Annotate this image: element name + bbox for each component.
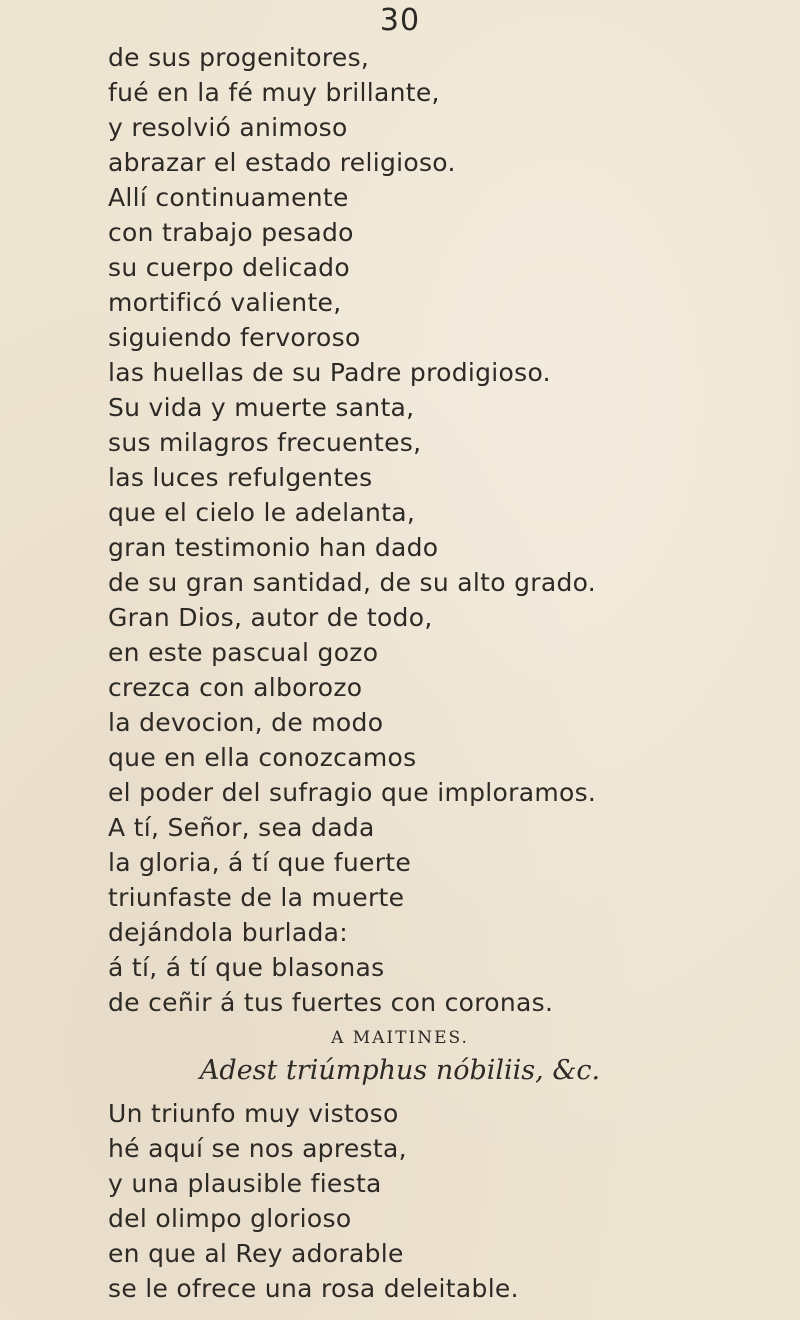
verse-line: que en ella conozcamos: [108, 743, 417, 772]
verse-line: y una plausible fiesta: [108, 1169, 382, 1198]
verse-line: se le ofrece una rosa deleitable.: [108, 1274, 519, 1303]
verse-line: A tí, Señor, sea dada: [108, 813, 375, 842]
page-number: 30: [379, 3, 421, 38]
verse-line: sus milagros frecuentes,: [108, 428, 422, 457]
verse-line: en que al Rey adorable: [108, 1239, 404, 1268]
verse-line: á tí, á tí que blasonas: [108, 953, 385, 982]
verse-line: de sus progenitores,: [108, 43, 370, 72]
verse-line: las luces refulgentes: [108, 463, 373, 492]
verse-line: el poder del sufragio que imploramos.: [108, 778, 597, 807]
verse-line: Allí continuamente: [108, 183, 349, 212]
verse-line: crezca con alborozo: [108, 673, 363, 702]
verse-line: triunfaste de la muerte: [108, 883, 405, 912]
verse-line: de ceñir á tus fuertes con coronas.: [108, 988, 554, 1017]
verse-line: con trabajo pesado: [108, 218, 354, 247]
verse-line: del olimpo glorioso: [108, 1204, 352, 1233]
verse-line: fué en la fé muy brillante,: [108, 78, 440, 107]
section-heading: A MAITINES.: [331, 1028, 469, 1048]
verse-line: dejándola burlada:: [108, 918, 349, 947]
verse-line: siguiendo fervoroso: [108, 323, 361, 352]
verse-line: las huellas de su Padre prodigioso.: [108, 358, 551, 387]
verse-line: y resolvió animoso: [108, 113, 348, 142]
verse-line: su cuerpo delicado: [108, 253, 350, 282]
verse-line: hé aquí se nos apresta,: [108, 1134, 407, 1163]
verse-line: la gloria, á tí que fuerte: [108, 848, 412, 877]
verse-line: mortificó valiente,: [108, 288, 342, 317]
verse-line: de su gran santidad, de su alto grado.: [108, 568, 597, 597]
verse-line: Su vida y muerte santa,: [108, 393, 415, 422]
verse-line: abrazar el estado religioso.: [108, 148, 456, 177]
verse-line: que el cielo le adelanta,: [108, 498, 416, 527]
verse-line: Gran Dios, autor de todo,: [108, 603, 433, 632]
latin-incipit: Adest triúmphus nóbiliis, &c.: [199, 1055, 601, 1086]
verse-line: gran testimonio han dado: [108, 533, 439, 562]
verse-line: Un triunfo muy vistoso: [108, 1099, 399, 1128]
verse-line: la devocion, de modo: [108, 708, 384, 737]
verse-line: en este pascual gozo: [108, 638, 379, 667]
